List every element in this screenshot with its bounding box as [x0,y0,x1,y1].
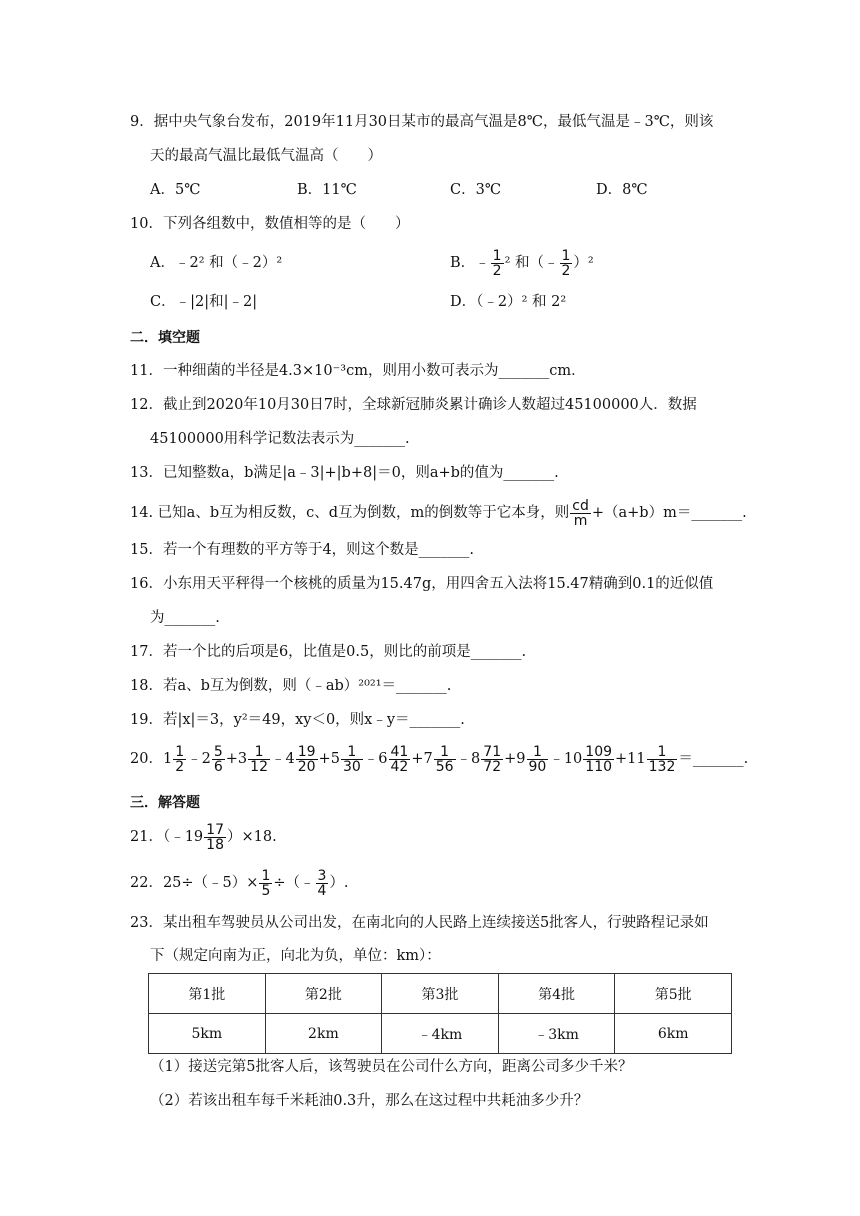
table-row [149,1014,732,1054]
q23-line2: 下（规定向南为正，向北为负，单位：km）： [150,948,441,964]
mileage-table [148,973,732,1054]
fraction-numerator: cd [572,497,589,514]
q10-option-b-mid: ² 和（﹣ [504,255,559,271]
q9-line2: 天的最高气温比最低气温高（ ） [150,148,382,164]
fraction-denominator: 110 [585,758,613,775]
fraction-numerator: 1 [434,745,456,760]
fraction-denominator: 18 [206,836,224,853]
table-header-cell: 第1批 [149,974,266,1014]
fraction-numerator: 3 [317,867,327,884]
q20-sign: + [225,751,238,767]
q20-whole: 7 [423,751,433,767]
q20-sign: + [318,751,331,767]
fraction-denominator: 56 [435,758,454,775]
q20-fraction [583,745,614,774]
q10-stem: 10．下列各组数中，数值相等的是（ ） [130,216,410,232]
q20-mixed-number [549,743,615,775]
q10-option-d: D．（﹣2）² 和 2² [450,294,567,310]
q12-line1: 12．截止到2020年10月30日7时，全球新冠肺炎累计确诊人数超过45100000人．数据 [130,397,697,413]
fraction-numerator: 109 [585,743,613,760]
q22-fraction-1 [259,869,272,898]
q20-fraction [212,745,225,774]
q20-sign: + [504,751,517,767]
table-cell: ﹣4km [382,1014,499,1054]
q10-option-b-fraction-2 [560,249,573,278]
fraction-denominator: 30 [342,758,361,775]
fraction-denominator: 90 [528,758,547,775]
q21-prefix: 21．（﹣19 [130,829,204,845]
q20-sign: ﹣ [549,751,564,767]
q22-suffix: ）. [329,875,349,891]
q20-expression [162,743,678,775]
table-cell: ﹣3km [498,1014,615,1054]
section-answer-heading: 三．解答题 [130,795,200,811]
q20-sign: ﹣ [187,751,202,767]
q20-mixed-number [456,743,505,775]
table-cell: 6km [615,1014,732,1054]
q20-mixed-number [318,743,364,775]
fraction-numerator: 1 [492,247,502,264]
q20-mixed-number [504,743,549,775]
q17: 17．若一个比的后项是6，比值是0.5，则比的前项是_______. [130,644,527,660]
fraction-numerator: 41 [390,743,409,760]
q10-option-b [450,244,594,282]
fraction-denominator: 2 [492,262,502,279]
q10-option-c: C．﹣|2|和|﹣2| [150,294,258,310]
fraction-numerator: 1 [341,745,363,760]
table-header-cell: 第3批 [382,974,499,1014]
q20-whole: 5 [330,751,340,767]
q20-whole: 10 [563,751,583,767]
q18: 18．若a、b互为倒数，则（﹣ab）²⁰²¹＝_______. [130,678,452,694]
fraction-denominator: 132 [648,758,676,775]
q20-mixed-number [187,743,226,775]
fraction-numerator: 1 [527,745,549,760]
fraction-denominator: 6 [213,758,223,775]
q11: 11．一种细菌的半径是4.3×10⁻³cm，则用小数可表示为_______cm． [130,363,586,379]
fraction-denominator: 42 [390,758,409,775]
q20-fraction [173,745,186,774]
q13: 13．已知整数a，b满足|a﹣3|+|b+8|＝0，则a+b的值为_______. [130,465,559,481]
fraction-numerator: 1 [261,867,271,884]
q20-fraction [434,745,456,774]
q20-mixed-number [162,743,187,775]
q23-sub2: （2）若该出租车每千米耗油0.3升，那么在这过程中共耗油多少升？ [150,1093,589,1109]
fraction-numerator: 1 [561,247,571,264]
q14-prefix: 14. 已知a、b互为相反数，c、d互为倒数，m的倒数等于它本身，则 [130,505,570,521]
q20-mixed-number [411,743,456,775]
q9-option-b: B．11℃ [297,182,357,198]
q20-tail: ＝_______. [678,751,749,767]
q14 [130,494,747,532]
q20-fraction [527,745,549,774]
fraction-numerator: 19 [297,743,316,760]
q20-whole: 11 [627,751,646,767]
fraction-denominator: 20 [297,758,316,775]
q9-option-c: C．3℃ [450,182,502,198]
fraction-denominator: 12 [250,758,268,775]
table-cell: 2km [265,1014,382,1054]
q21-suffix: ）×18. [226,829,277,845]
q22 [130,864,349,902]
q16-line2: 为_______. [150,610,220,626]
q20-whole: 8 [471,751,481,767]
q20-fraction [248,745,270,774]
q14-suffix: +（a+b）m＝_______. [591,505,747,521]
table-header-cell: 第5批 [615,974,732,1014]
q22-fraction-2 [316,869,329,898]
q21 [130,818,277,856]
fraction-denominator: 2 [175,758,185,775]
q10-option-b-fraction-1 [491,249,504,278]
q20-mixed-number [270,743,319,775]
fraction-numerator: 5 [213,743,223,760]
fraction-numerator: 1 [248,745,270,760]
q20-whole: 4 [285,751,295,767]
table-header-cell: 第2批 [265,974,382,1014]
q20-sign: + [411,751,424,767]
section-fill-in-heading: 二．填空题 [130,330,200,346]
fraction-numerator: 17 [206,821,224,838]
fraction-denominator: 5 [261,882,271,899]
q20-fraction [296,745,318,774]
q23-line1: 23．某出租车驾驶员从公司出发，在南北向的人民路上连续接送5批客人，行驶路程记录如 [130,915,709,931]
q20-mixed-number [225,743,271,775]
q20-sign: + [615,751,628,767]
q20 [130,740,748,778]
q20-whole: 2 [201,751,211,767]
fraction-numerator: 1 [175,743,185,760]
q20-fraction [481,745,503,774]
fraction-denominator: 72 [483,758,502,775]
q22-prefix: 22．25÷（﹣5）× [130,875,259,891]
q20-sign: ﹣ [270,751,286,767]
q20-mixed-number [615,743,678,775]
q23-sub1: （1）接送完第5批客人后，该驾驶员在公司什么方向，距离公司多少千米？ [150,1059,633,1075]
fraction-denominator: 4 [317,882,327,899]
q10-option-b-prefix: B．﹣ [450,255,490,271]
q12-line2: 45100000用科学记数法表示为_______. [150,431,410,447]
q20-fraction [647,745,678,774]
q16-line1: 16．小东用天平秤得一个核桃的质量为15.47g，用四舍五入法将15.47精确到0.1的近似值 [130,576,714,592]
q9-option-d: D．8℃ [596,182,648,198]
q9-option-a: A．5℃ [150,182,201,198]
table-cell: 5km [149,1014,266,1054]
q15: 15．若一个有理数的平方等于4，则这个数是_______. [130,542,475,558]
q10-option-a: A．﹣2² 和（﹣2）² [150,255,283,271]
q20-whole: 1 [162,751,173,767]
q9-line1: 9．据中央气象台发布，2019年11月30日某市的最高气温是8℃，最低气温是﹣3℃，则该 [130,114,714,130]
q20-sign: ﹣ [456,751,472,767]
q21-fraction [204,823,226,852]
q20-sign: ﹣ [363,751,379,767]
fraction-denominator: 2 [561,262,571,279]
fraction-denominator: m [573,512,588,529]
q20-mixed-number [363,743,412,775]
table-header-cell: 第4批 [498,974,615,1014]
q10-option-b-suffix: ）² [573,255,594,271]
q22-mid: ÷（﹣ [273,875,315,891]
q20-whole: 6 [378,751,388,767]
q20-whole: 3 [237,751,248,767]
q20-whole: 9 [516,751,526,767]
q14-fraction [570,499,591,528]
fraction-numerator: 1 [647,745,678,760]
table-header-row [149,974,732,1014]
q20-label: 20． [130,751,163,767]
fraction-numerator: 71 [483,743,502,760]
q19: 19．若|x|＝3，y²＝49，xy＜0，则x﹣y＝_______. [130,712,465,728]
q20-fraction [389,745,411,774]
q20-fraction [341,745,363,774]
